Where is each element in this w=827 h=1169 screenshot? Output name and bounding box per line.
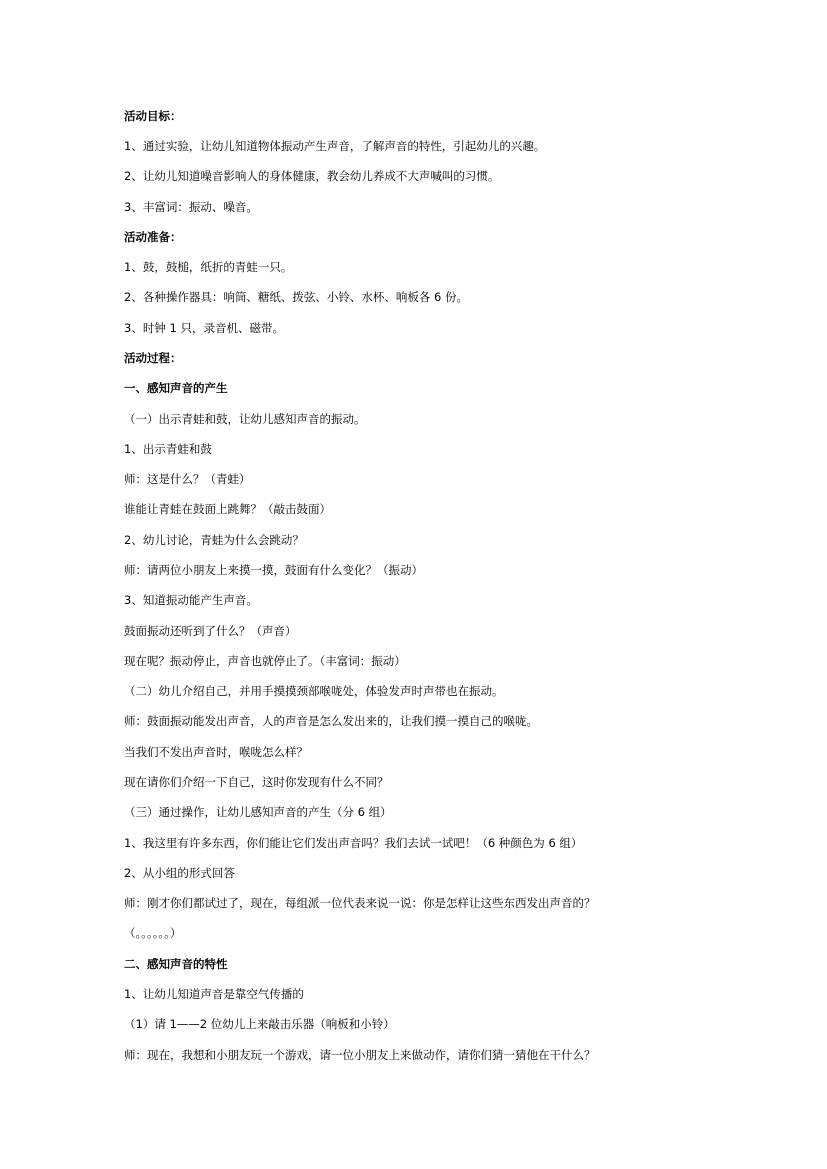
section-heading-goals: 活动目标： [124, 109, 182, 123]
paragraph-line: （三）通过操作，让幼儿感知声音的产生（分 6 组） [124, 805, 392, 819]
paragraph-line: 现在呢？振动停止，声音也就停止了。（丰富词：振动） [124, 654, 406, 668]
paragraph-line: 现在请你们介绍一下自己，这时你发现有什么不同？ [124, 775, 389, 789]
section-heading-preparation: 活动准备： [124, 230, 182, 244]
paragraph-line: 1、鼓，鼓槌，纸折的青蛙一只。 [124, 260, 293, 274]
paragraph-line: 2、幼儿讨论，青蛙为什么会跳动？ [124, 533, 304, 547]
paragraph-line: （。。。。。。） [124, 926, 182, 940]
paragraph-line: 鼓面振动还听到了什么？（声音） [124, 624, 297, 638]
paragraph-line: （1）请 1——2 位幼儿上来敲击乐器（响板和小铃） [124, 1017, 395, 1031]
paragraph-line: 当我们不发出声音时，喉咙怎么样？ [124, 745, 308, 759]
paragraph-line: 3、丰富词：振动、噪音。 [124, 200, 258, 214]
paragraph-line: （二）幼儿介绍自己，并用手摸摸颈部喉咙处，体验发声时声带也在振动。 [124, 684, 504, 698]
paragraph-line: 师：鼓面振动能发出声音，人的声音是怎么发出来的，让我们摸一摸自己的喉咙。 [124, 714, 538, 728]
section-heading-process: 活动过程： [124, 351, 182, 365]
subsection-heading: 一、感知声音的产生 [124, 381, 228, 395]
paragraph-line: 3、时钟 1 只，录音机、磁带。 [124, 321, 284, 335]
subsection-heading: 二、感知声音的特性 [124, 957, 228, 971]
paragraph-line: 2、各种操作器具：响筒、糖纸、拨弦、小铃、水杯、响板各 6 份。 [124, 290, 468, 304]
paragraph-line: 2、从小组的形式回答 [124, 866, 235, 880]
paragraph-line: 1、通过实验，让幼儿知道物体振动产生声音，了解声音的特性，引起幼儿的兴趣。 [124, 139, 546, 153]
paragraph-line: 师：请两位小朋友上来摸一摸，鼓面有什么变化？（振动） [124, 563, 423, 577]
paragraph-line: 谁能让青蛙在鼓面上跳舞？（敲击鼓面） [124, 502, 331, 516]
paragraph-line: 师：这是什么？（青蛙） [124, 472, 251, 486]
paragraph-line: 1、我这里有许多东西，你们能让它们发出声音吗？我们去试一试吧！（6 种颜色为 6 组） [124, 836, 583, 850]
paragraph-line: 1、让幼儿知道声音是靠空气传播的 [124, 987, 304, 1001]
paragraph-line: 师：刚才你们都试过了，现在，每组派一位代表来说一说：你是怎样让这些东西发出声音的？ [124, 896, 596, 910]
paragraph-line: （一）出示青蛙和鼓，让幼儿感知声音的振动。 [124, 412, 366, 426]
paragraph-line: 1、出示青蛙和鼓 [124, 442, 212, 456]
paragraph-line: 师：现在，我想和小朋友玩一个游戏，请一位小朋友上来做动作，请你们猜一猜他在干什么？ [124, 1048, 596, 1062]
paragraph-line: 2、让幼儿知道噪音影响人的身体健康，教会幼儿养成不大声喊叫的习惯。 [124, 169, 500, 183]
paragraph-line: 3、知道振动能产生声音。 [124, 593, 258, 607]
